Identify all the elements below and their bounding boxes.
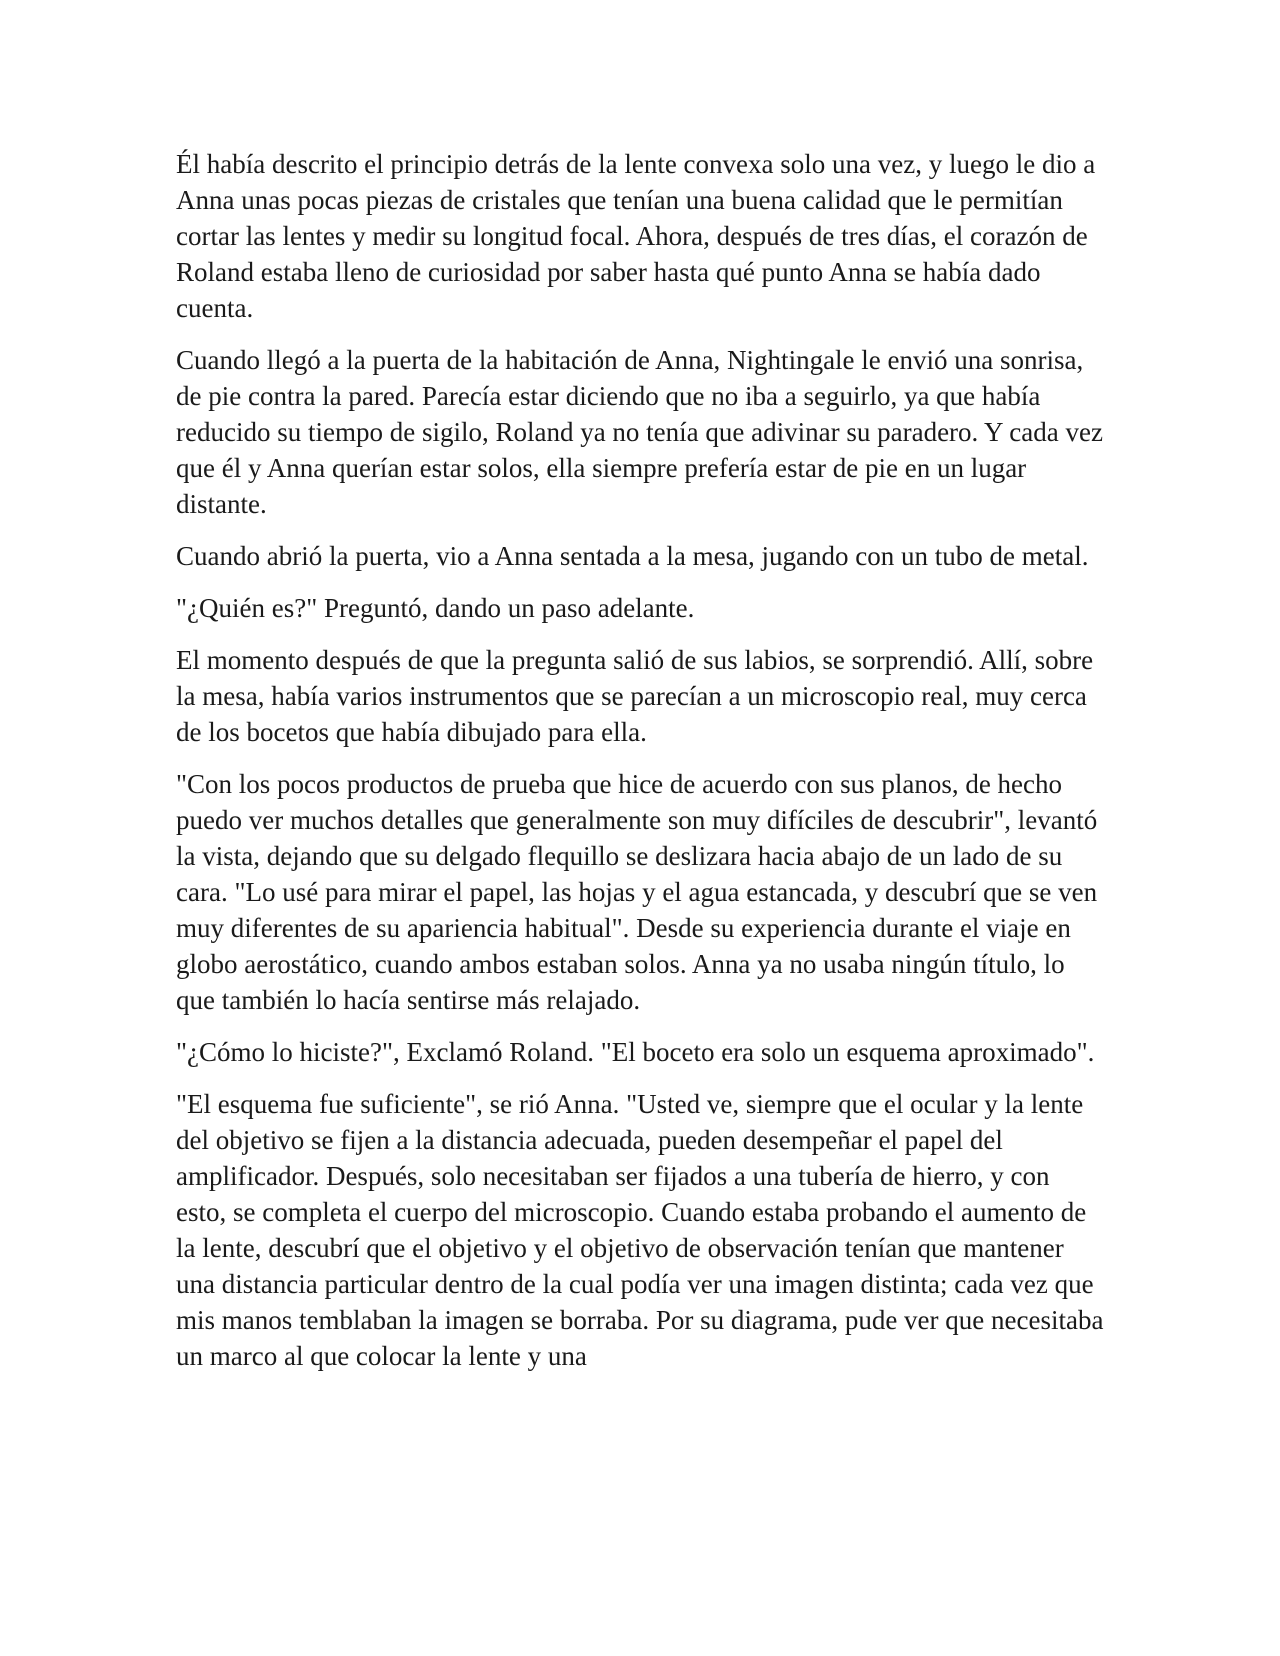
paragraph: "¿Quién es?" Preguntó, dando un paso adelante.	[176, 593, 695, 623]
paragraph: "¿Cómo lo hiciste?", Exclamó Roland. "El boceto era solo un esquema aproximado".	[176, 1037, 1095, 1067]
paragraph: "El esquema fue suficiente", se rió Anna. "Usted ve, siempre que el ocular y la lente del objetivo se fijen a la distancia adecuada, pueden desempeñar el papel del amplificador. Después, solo necesitaban ser fijados a una tubería de hierro, y con esto, se completa el cuerpo del microscopio. Cuando estaba probando el aumento de la lente, descubrí que el objetivo y el objetivo de observación tenían que mantener una distancia particular dentro de la cual podía ver una imagen distinta; cada vez que mis manos temblaban la imagen se borraba. Por su diagrama, pude ver que necesitaba un marco al que colocar la lente y una	[176, 1089, 1104, 1371]
paragraph: El momento después de que la pregunta salió de sus labios, se sorprendió. Allí, sobre la mesa, había varios instrumentos que se parecían a un microscopio real, muy cerca de los bocetos que había dibujado para ella.	[176, 645, 1094, 747]
paragraph: Cuando abrió la puerta, vio a Anna sentada a la mesa, jugando con un tubo de metal.	[176, 541, 1089, 571]
paragraph: Él había descrito el principio detrás de la lente convexa solo una vez, y luego le dio a Anna unas pocas piezas de cristales que tenían una buena calidad que le permitían cortar las lentes y medir su longitud focal. Ahora, después de tres días, el corazón de Roland estaba lleno de curiosidad por saber hasta qué punto Anna se había dado cuenta.	[176, 149, 1096, 323]
paragraph: Cuando llegó a la puerta de la habitación de Anna, Nightingale le envió una sonrisa, de pie contra la pared. Parecía estar diciendo que no iba a seguirlo, ya que había reducido su tiempo de sigilo, Roland ya no tenía que adivinar su paradero. Y cada vez que él y Anna querían estar solos, ella siempre prefería estar de pie en un lugar distante.	[176, 345, 1103, 519]
paragraph: "Con los pocos productos de prueba que hice de acuerdo con sus planos, de hecho puedo ver muchos detalles que generalmente son muy difíciles de descubrir", levantó la vista, dejando que su delgado flequillo se deslizara hacia abajo de un lado de su cara. "Lo usé para mirar el papel, las hojas y el agua estancada, y descubrí que se ven muy diferentes de su apariencia habitual". Desde su experiencia durante el viaje en globo aerostático, cuando ambos estaban solos. Anna ya no usaba ningún título, lo que también lo hacía sentirse más relajado.	[176, 769, 1098, 1015]
document-page	[176, 146, 1106, 1390]
